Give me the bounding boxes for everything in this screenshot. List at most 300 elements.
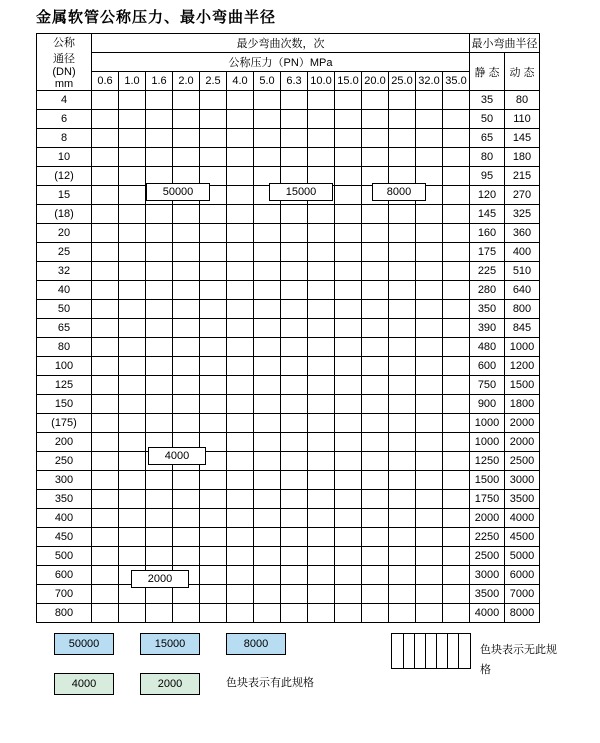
grid-cell [200, 604, 227, 623]
dn-header [37, 34, 92, 91]
grid-cell [200, 319, 227, 338]
table-row [37, 395, 540, 414]
grid-cell [335, 129, 362, 148]
dynamic-radius-value: 845 [505, 319, 540, 338]
dynamic-radius-value: 5000 [505, 547, 540, 566]
grid-cell [254, 129, 281, 148]
grid-cell [281, 205, 308, 224]
grid-cell [281, 357, 308, 376]
grid-cell [227, 167, 254, 186]
dynamic-radius-value: 80 [505, 91, 540, 110]
static-radius-value: 3000 [470, 566, 505, 585]
grid-cell [281, 509, 308, 528]
pressure-col-header: 2.5 [200, 72, 227, 91]
dn-value: 200 [37, 433, 92, 452]
table-row [37, 110, 540, 129]
grid-cell [119, 528, 146, 547]
grid-cell [92, 129, 119, 148]
grid-cell [443, 186, 470, 205]
dynamic-radius-value: 1500 [505, 376, 540, 395]
dynamic-radius-value: 4000 [505, 509, 540, 528]
grid-cell [416, 357, 443, 376]
grid-cell [173, 376, 200, 395]
grid-cell [308, 262, 335, 281]
grid-cell [200, 376, 227, 395]
grid-cell [227, 395, 254, 414]
grid-cell [308, 433, 335, 452]
grid-cell [335, 433, 362, 452]
dynamic-header: 动 态 [505, 53, 540, 91]
static-header: 静 态 [470, 53, 505, 91]
grid-cell [227, 471, 254, 490]
grid-cell [119, 129, 146, 148]
grid-cell [119, 319, 146, 338]
grid-cell [254, 471, 281, 490]
grid-cell [443, 243, 470, 262]
grid-cell [362, 585, 389, 604]
grid-cell [335, 243, 362, 262]
grid-cell [119, 433, 146, 452]
pressure-col-header: 2.0 [173, 72, 200, 91]
static-radius-value: 65 [470, 129, 505, 148]
grid-cell [416, 528, 443, 547]
grid-cell [200, 490, 227, 509]
grid-value-chip: 4000 [148, 447, 206, 465]
swatch-divider [425, 634, 426, 668]
grid-cell [146, 604, 173, 623]
grid-cell [281, 604, 308, 623]
grid-cell [443, 433, 470, 452]
grid-cell [227, 528, 254, 547]
header-row-2 [37, 53, 540, 72]
grid-cell [146, 110, 173, 129]
dynamic-radius-value: 8000 [505, 604, 540, 623]
grid-cell [92, 585, 119, 604]
grid-cell [281, 338, 308, 357]
grid-cell [335, 452, 362, 471]
grid-cell [362, 376, 389, 395]
dn-value: 4 [37, 91, 92, 110]
table-row [37, 281, 540, 300]
grid-cell [362, 262, 389, 281]
grid-cell [308, 338, 335, 357]
dn-value: 65 [37, 319, 92, 338]
pressure-col-header: 25.0 [389, 72, 416, 91]
table-row [37, 224, 540, 243]
grid-cell [281, 490, 308, 509]
dynamic-radius-value: 1800 [505, 395, 540, 414]
grid-cell [335, 395, 362, 414]
legend-chip-2000: 2000 [140, 673, 200, 695]
dn-header-line-4: mm [54, 78, 74, 90]
static-radius-value: 2250 [470, 528, 505, 547]
grid-cell [227, 205, 254, 224]
grid-cell [335, 205, 362, 224]
dn-value: 700 [37, 585, 92, 604]
table-row [37, 566, 540, 585]
grid-cell [443, 129, 470, 148]
grid-cell [254, 566, 281, 585]
grid-cell [254, 262, 281, 281]
static-radius-value: 35 [470, 91, 505, 110]
pressure-col-header: 1.6 [146, 72, 173, 91]
grid-cell [389, 395, 416, 414]
grid-cell [362, 490, 389, 509]
grid-value-chip: 2000 [131, 570, 189, 588]
grid-cell [173, 528, 200, 547]
grid-cell [92, 414, 119, 433]
grid-cell [200, 300, 227, 319]
grid-cell [254, 509, 281, 528]
grid-cell [335, 376, 362, 395]
grid-cell [146, 224, 173, 243]
grid-cell [308, 585, 335, 604]
spec-table [36, 33, 540, 623]
static-radius-value: 280 [470, 281, 505, 300]
static-radius-value: 4000 [470, 604, 505, 623]
grid-cell [362, 148, 389, 167]
grid-cell [200, 471, 227, 490]
dynamic-radius-value: 1000 [505, 338, 540, 357]
grid-cell [443, 338, 470, 357]
header-row-1 [37, 34, 540, 53]
grid-cell [389, 566, 416, 585]
static-radius-value: 1000 [470, 414, 505, 433]
grid-cell [416, 129, 443, 148]
grid-cell [173, 414, 200, 433]
grid-cell [200, 262, 227, 281]
grid-cell [308, 471, 335, 490]
grid-cell [173, 148, 200, 167]
grid-cell [362, 357, 389, 376]
grid-cell [254, 585, 281, 604]
grid-cell [308, 547, 335, 566]
grid-cell [227, 148, 254, 167]
dn-value: 150 [37, 395, 92, 414]
grid-cell [227, 585, 254, 604]
grid-cell [254, 300, 281, 319]
dn-value: 500 [37, 547, 92, 566]
table-row [37, 319, 540, 338]
grid-cell [254, 243, 281, 262]
grid-cell [146, 205, 173, 224]
table-row [37, 604, 540, 623]
grid-cell [362, 528, 389, 547]
grid-cell [200, 528, 227, 547]
static-radius-value: 1250 [470, 452, 505, 471]
grid-cell [389, 528, 416, 547]
dynamic-radius-value: 215 [505, 167, 540, 186]
grid-cell [416, 110, 443, 129]
grid-cell [254, 490, 281, 509]
grid-cell [173, 110, 200, 129]
grid-cell [416, 224, 443, 243]
grid-cell [308, 357, 335, 376]
grid-cell [92, 338, 119, 357]
table-row [37, 129, 540, 148]
table-row [37, 414, 540, 433]
grid-cell [227, 357, 254, 376]
grid-cell [119, 509, 146, 528]
legend-chip-4000: 4000 [54, 673, 114, 695]
grid-cell [227, 547, 254, 566]
grid-cell [362, 509, 389, 528]
dynamic-radius-value: 1200 [505, 357, 540, 376]
grid-cell [335, 547, 362, 566]
static-radius-value: 390 [470, 319, 505, 338]
grid-cell [227, 566, 254, 585]
static-radius-value: 350 [470, 300, 505, 319]
grid-cell [335, 490, 362, 509]
static-radius-value: 120 [470, 186, 505, 205]
grid-cell [173, 338, 200, 357]
grid-cell [227, 319, 254, 338]
grid-cell [335, 414, 362, 433]
dn-value: 10 [37, 148, 92, 167]
grid-cell [362, 319, 389, 338]
dynamic-radius-value: 400 [505, 243, 540, 262]
grid-cell [308, 452, 335, 471]
grid-cell [92, 281, 119, 300]
grid-cell [227, 110, 254, 129]
grid-cell [335, 167, 362, 186]
grid-cell [281, 281, 308, 300]
legend-has-spec-text: 色块表示有此规格 [226, 677, 314, 689]
grid-cell [92, 376, 119, 395]
grid-cell [362, 338, 389, 357]
grid-cell [92, 224, 119, 243]
grid-cell [308, 490, 335, 509]
grid-cell [119, 376, 146, 395]
grid-cell [92, 205, 119, 224]
grid-cell [254, 395, 281, 414]
grid-cell [443, 490, 470, 509]
grid-cell [146, 319, 173, 338]
dynamic-radius-value: 2500 [505, 452, 540, 471]
grid-cell [200, 395, 227, 414]
grid-cell [335, 566, 362, 585]
pressure-col-header: 6.3 [281, 72, 308, 91]
grid-cell [389, 224, 416, 243]
grid-cell [200, 566, 227, 585]
dynamic-radius-value: 110 [505, 110, 540, 129]
grid-cell [416, 433, 443, 452]
grid-cell [254, 338, 281, 357]
grid-cell [443, 224, 470, 243]
grid-value-chip: 15000 [269, 183, 333, 201]
grid-cell [173, 319, 200, 338]
grid-cell [254, 110, 281, 129]
grid-cell [362, 452, 389, 471]
dn-value: 100 [37, 357, 92, 376]
grid-cell [92, 357, 119, 376]
grid-cell [308, 395, 335, 414]
grid-cell [389, 129, 416, 148]
grid-cell [362, 300, 389, 319]
pressure-col-header: 35.0 [443, 72, 470, 91]
grid-cell [362, 566, 389, 585]
grid-cell [254, 357, 281, 376]
static-radius-value: 175 [470, 243, 505, 262]
grid-cell [254, 414, 281, 433]
grid-cell [146, 262, 173, 281]
grid-cell [119, 167, 146, 186]
header-row-3 [37, 72, 540, 91]
grid-cell [308, 129, 335, 148]
static-radius-value: 480 [470, 338, 505, 357]
grid-cell [362, 243, 389, 262]
dn-value: 300 [37, 471, 92, 490]
grid-cell [119, 148, 146, 167]
grid-cell [173, 224, 200, 243]
grid-cell [335, 262, 362, 281]
grid-cell [389, 110, 416, 129]
grid-cell [335, 509, 362, 528]
grid-cell [254, 91, 281, 110]
table-row [37, 490, 540, 509]
grid-cell [146, 376, 173, 395]
grid-cell [227, 452, 254, 471]
grid-cell [416, 395, 443, 414]
grid-cell [335, 528, 362, 547]
grid-cell [389, 338, 416, 357]
grid-cell [227, 281, 254, 300]
dynamic-radius-value: 800 [505, 300, 540, 319]
grid-cell [119, 91, 146, 110]
grid-cell [200, 243, 227, 262]
grid-cell [227, 376, 254, 395]
dynamic-radius-value: 325 [505, 205, 540, 224]
grid-cell [443, 167, 470, 186]
grid-cell [416, 547, 443, 566]
grid-cell [308, 205, 335, 224]
grid-cell [92, 243, 119, 262]
grid-cell [362, 110, 389, 129]
static-radius-value: 900 [470, 395, 505, 414]
grid-cell [173, 490, 200, 509]
table-row [37, 357, 540, 376]
grid-cell [308, 528, 335, 547]
grid-cell [362, 395, 389, 414]
swatch-divider [403, 634, 404, 668]
grid-cell [335, 604, 362, 623]
grid-cell [200, 414, 227, 433]
grid-cell [173, 262, 200, 281]
grid-cell [416, 262, 443, 281]
grid-cell [362, 281, 389, 300]
grid-cell [146, 547, 173, 566]
grid-cell [389, 452, 416, 471]
dn-value: 800 [37, 604, 92, 623]
grid-cell [92, 452, 119, 471]
grid-cell [254, 376, 281, 395]
grid-cell [92, 395, 119, 414]
grid-cell [119, 224, 146, 243]
grid-cell [200, 110, 227, 129]
grid-cell [308, 243, 335, 262]
table-row [37, 243, 540, 262]
grid-cell [254, 433, 281, 452]
grid-cell [92, 262, 119, 281]
table-row [37, 585, 540, 604]
static-radius-value: 80 [470, 148, 505, 167]
grid-cell [308, 110, 335, 129]
grid-cell [92, 186, 119, 205]
grid-cell [227, 604, 254, 623]
grid-cell [416, 452, 443, 471]
grid-cell [173, 300, 200, 319]
grid-cell [416, 205, 443, 224]
grid-cell [227, 414, 254, 433]
no-spec-swatch [391, 633, 471, 669]
grid-cell [227, 262, 254, 281]
grid-cell [443, 319, 470, 338]
grid-cell [200, 585, 227, 604]
grid-cell [173, 91, 200, 110]
table-row [37, 91, 540, 110]
grid-cell [92, 319, 119, 338]
grid-cell [389, 433, 416, 452]
grid-cell [443, 509, 470, 528]
dn-value: 8 [37, 129, 92, 148]
grid-cell [335, 91, 362, 110]
grid-cell [281, 262, 308, 281]
grid-cell [335, 281, 362, 300]
dynamic-radius-value: 2000 [505, 414, 540, 433]
swatch-divider [447, 634, 448, 668]
dn-value: 40 [37, 281, 92, 300]
grid-cell [119, 490, 146, 509]
table-row [37, 376, 540, 395]
grid-cell [119, 395, 146, 414]
swatch-divider [458, 634, 459, 668]
grid-cell [92, 509, 119, 528]
grid-cell [92, 566, 119, 585]
grid-cell [254, 281, 281, 300]
grid-cell [335, 471, 362, 490]
grid-cell [416, 490, 443, 509]
static-radius-value: 750 [470, 376, 505, 395]
grid-cell [443, 547, 470, 566]
grid-cell [92, 91, 119, 110]
dn-value: (18) [37, 205, 92, 224]
static-radius-value: 1000 [470, 433, 505, 452]
grid-cell [92, 490, 119, 509]
grid-cell [416, 414, 443, 433]
legend-chip-15000: 15000 [140, 633, 200, 655]
grid-cell [443, 110, 470, 129]
grid-cell [254, 319, 281, 338]
grid-cell [227, 509, 254, 528]
grid-cell [335, 186, 362, 205]
dn-value: 80 [37, 338, 92, 357]
grid-cell [362, 224, 389, 243]
grid-cell [443, 585, 470, 604]
grid-cell [254, 528, 281, 547]
grid-cell [443, 452, 470, 471]
dn-value: 450 [37, 528, 92, 547]
grid-cell [92, 110, 119, 129]
pressure-col-header: 10.0 [308, 72, 335, 91]
grid-cell [335, 319, 362, 338]
dynamic-radius-value: 3500 [505, 490, 540, 509]
pressure-col-header: 15.0 [335, 72, 362, 91]
dynamic-radius-value: 145 [505, 129, 540, 148]
dynamic-radius-value: 2000 [505, 433, 540, 452]
pressure-col-header: 0.6 [92, 72, 119, 91]
grid-cell [308, 224, 335, 243]
grid-cell [443, 414, 470, 433]
